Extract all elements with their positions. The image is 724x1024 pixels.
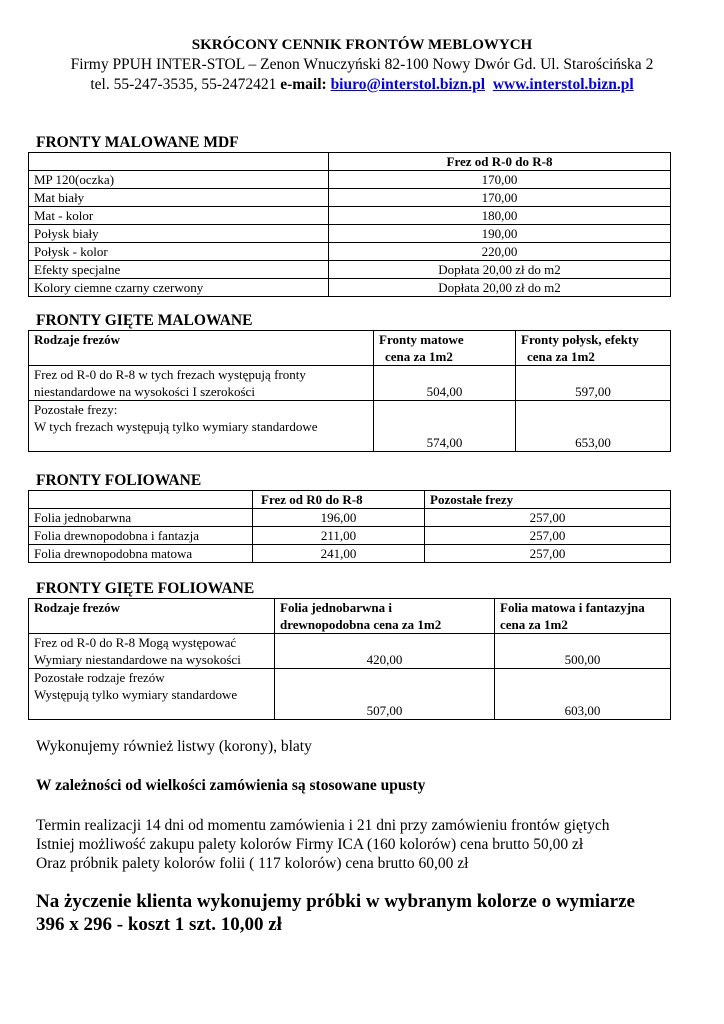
table-row <box>29 225 671 243</box>
row-label: Mat - kolor <box>29 207 329 225</box>
table-row <box>29 189 671 207</box>
row-label: MP 120(oczka) <box>29 171 329 189</box>
table-row <box>29 243 671 261</box>
header-line: cena za 1m2 <box>385 349 453 364</box>
table-header-cell <box>516 331 671 366</box>
website-link[interactable]: www.interstol.bizn.pl <box>492 76 634 93</box>
table-row <box>29 634 671 669</box>
table-row <box>29 509 671 527</box>
section-title-painted-mdf: FRONTY MALOWANE MDF <box>36 134 239 151</box>
bent-painted-table <box>28 330 671 452</box>
row-price: 211,00 <box>253 527 425 545</box>
row-label: Folia drewnopodobna i fantazja <box>29 527 253 545</box>
description-line: Pozostałe frezy: <box>34 402 118 417</box>
row-price: Dopłata 20,00 zł do m2 <box>329 261 671 279</box>
table-header-cell: Rodzaje frezów <box>29 331 374 366</box>
description-line: Występują tylko wymiary standardowe <box>34 687 238 702</box>
table-header-cell <box>495 599 671 634</box>
table-header-row <box>29 491 671 509</box>
foil-table <box>28 490 671 563</box>
row-label: Mat biały <box>29 189 329 207</box>
header-line: cena za 1m2 <box>500 617 568 632</box>
extras-note: Wykonujemy również listwy (korony), blaty <box>36 738 312 755</box>
table-row <box>29 401 671 452</box>
row-price: 420,00 <box>275 634 495 669</box>
row-price: 220,00 <box>329 243 671 261</box>
section-title-foil: FRONTY FOLIOWANE <box>36 472 202 489</box>
header-line: drewnopodobna cena za 1m2 <box>280 617 442 632</box>
row-description <box>29 634 275 669</box>
section-title-bent-foil: FRONTY GIĘTE FOLIOWANE <box>36 580 255 597</box>
row-price: 597,00 <box>516 366 671 401</box>
phone-numbers: tel. 55-247-3535, 55-2472421 <box>90 76 277 93</box>
table-row <box>29 545 671 563</box>
samples-note-line1: Na życzenie klienta wykonujemy próbki w wybranym kolorze o wymiarze <box>36 891 635 912</box>
description-line: niestandardowe na wysokości I szerokości <box>34 384 255 399</box>
discounts-note: W zależności od wielkości zamówienia są stosowane upusty <box>36 777 426 794</box>
row-label: Folia jednobarwna <box>29 509 253 527</box>
table-header-cell: Rodzaje frezów <box>29 599 275 634</box>
row-price: 257,00 <box>425 509 671 527</box>
row-price: 170,00 <box>329 189 671 207</box>
row-label: Kolory ciemne czarny czerwony <box>29 279 329 297</box>
table-header-cell: Pozostałe frezy <box>425 491 671 509</box>
description-line: Wymiary niestandardowe na wysokości <box>34 652 241 667</box>
table-header-cell <box>275 599 495 634</box>
row-price: 241,00 <box>253 545 425 563</box>
description-line: Pozostałe rodzaje frezów <box>34 670 165 685</box>
table-header-cell: Frez od R0 do R-8 <box>253 491 425 509</box>
row-price: 603,00 <box>495 669 671 720</box>
table-row <box>29 366 671 401</box>
contact-line <box>0 75 724 94</box>
row-label: Połysk biały <box>29 225 329 243</box>
row-price: 504,00 <box>374 366 516 401</box>
ica-palette-note: Istniej możliwość zakupu palety kolorów Firmy ICA (160 kolorów) cena brutto 50,00 zł <box>36 836 584 853</box>
table-header-cell <box>29 491 253 509</box>
description-line: Frez od R-0 do R-8 Mogą występować <box>34 635 237 650</box>
header-line: Folia matowa i fantazyjna <box>500 600 645 615</box>
row-price: 180,00 <box>329 207 671 225</box>
document-title: SKRÓCONY CENNIK FRONTÓW MEBLOWYCH <box>191 37 533 53</box>
row-price: 190,00 <box>329 225 671 243</box>
header-line: Fronty matowe <box>379 332 464 347</box>
row-price: 170,00 <box>329 171 671 189</box>
row-price: Dopłata 20,00 zł do m2 <box>329 279 671 297</box>
table-header-row <box>29 331 671 366</box>
table-row <box>29 669 671 720</box>
table-header-cell: Frez od R-0 do R-8 <box>329 153 671 171</box>
table-row <box>29 279 671 297</box>
painted-mdf-table <box>28 152 671 297</box>
table-header-cell <box>29 153 329 171</box>
row-price: 574,00 <box>374 401 516 452</box>
row-label: Efekty specjalne <box>29 261 329 279</box>
email-label: e-mail: <box>280 76 327 93</box>
row-price: 653,00 <box>516 401 671 452</box>
table-header-row <box>29 599 671 634</box>
row-label: Folia drewnopodobna matowa <box>29 545 253 563</box>
lead-time-note: Termin realizacji 14 dni od momentu zamówienia i 21 dni przy zamówieniu frontów giętych <box>36 817 610 834</box>
header-line: Folia jednobarwna i <box>280 600 392 615</box>
header-line: Fronty połysk, efekty <box>521 332 639 347</box>
bent-foil-table <box>28 598 671 720</box>
table-row <box>29 171 671 189</box>
row-description <box>29 401 374 452</box>
row-price: 500,00 <box>495 634 671 669</box>
row-description <box>29 366 374 401</box>
table-header-cell <box>374 331 516 366</box>
description-line: Frez od R-0 do R-8 w tych frezach występują fronty <box>34 367 306 382</box>
row-price: 257,00 <box>425 545 671 563</box>
company-line: Firmy PPUH INTER-STOL – Zenon Wnuczyński 82-100 Nowy Dwór Gd. Ul. Starościńska 2 <box>70 56 654 73</box>
table-header-row <box>29 153 671 171</box>
header-line: cena za 1m2 <box>527 349 595 364</box>
samples-note-line2: 396 x 296 - koszt 1 szt. 10,00 zł <box>36 914 282 935</box>
table-row <box>29 207 671 225</box>
table-row <box>29 261 671 279</box>
section-title-bent-painted: FRONTY GIĘTE MALOWANE <box>36 312 253 329</box>
row-price: 196,00 <box>253 509 425 527</box>
row-price: 257,00 <box>425 527 671 545</box>
description-line: W tych frezach występują tylko wymiary standardowe <box>34 419 318 434</box>
email-link[interactable]: biuro@interstol.bizn.pl <box>330 76 486 93</box>
row-label: Połysk - kolor <box>29 243 329 261</box>
row-price: 507,00 <box>275 669 495 720</box>
table-row <box>29 527 671 545</box>
foil-palette-note: Oraz próbnik palety kolorów folii ( 117 kolorów) cena brutto 60,00 zł <box>36 855 469 872</box>
row-description <box>29 669 275 720</box>
